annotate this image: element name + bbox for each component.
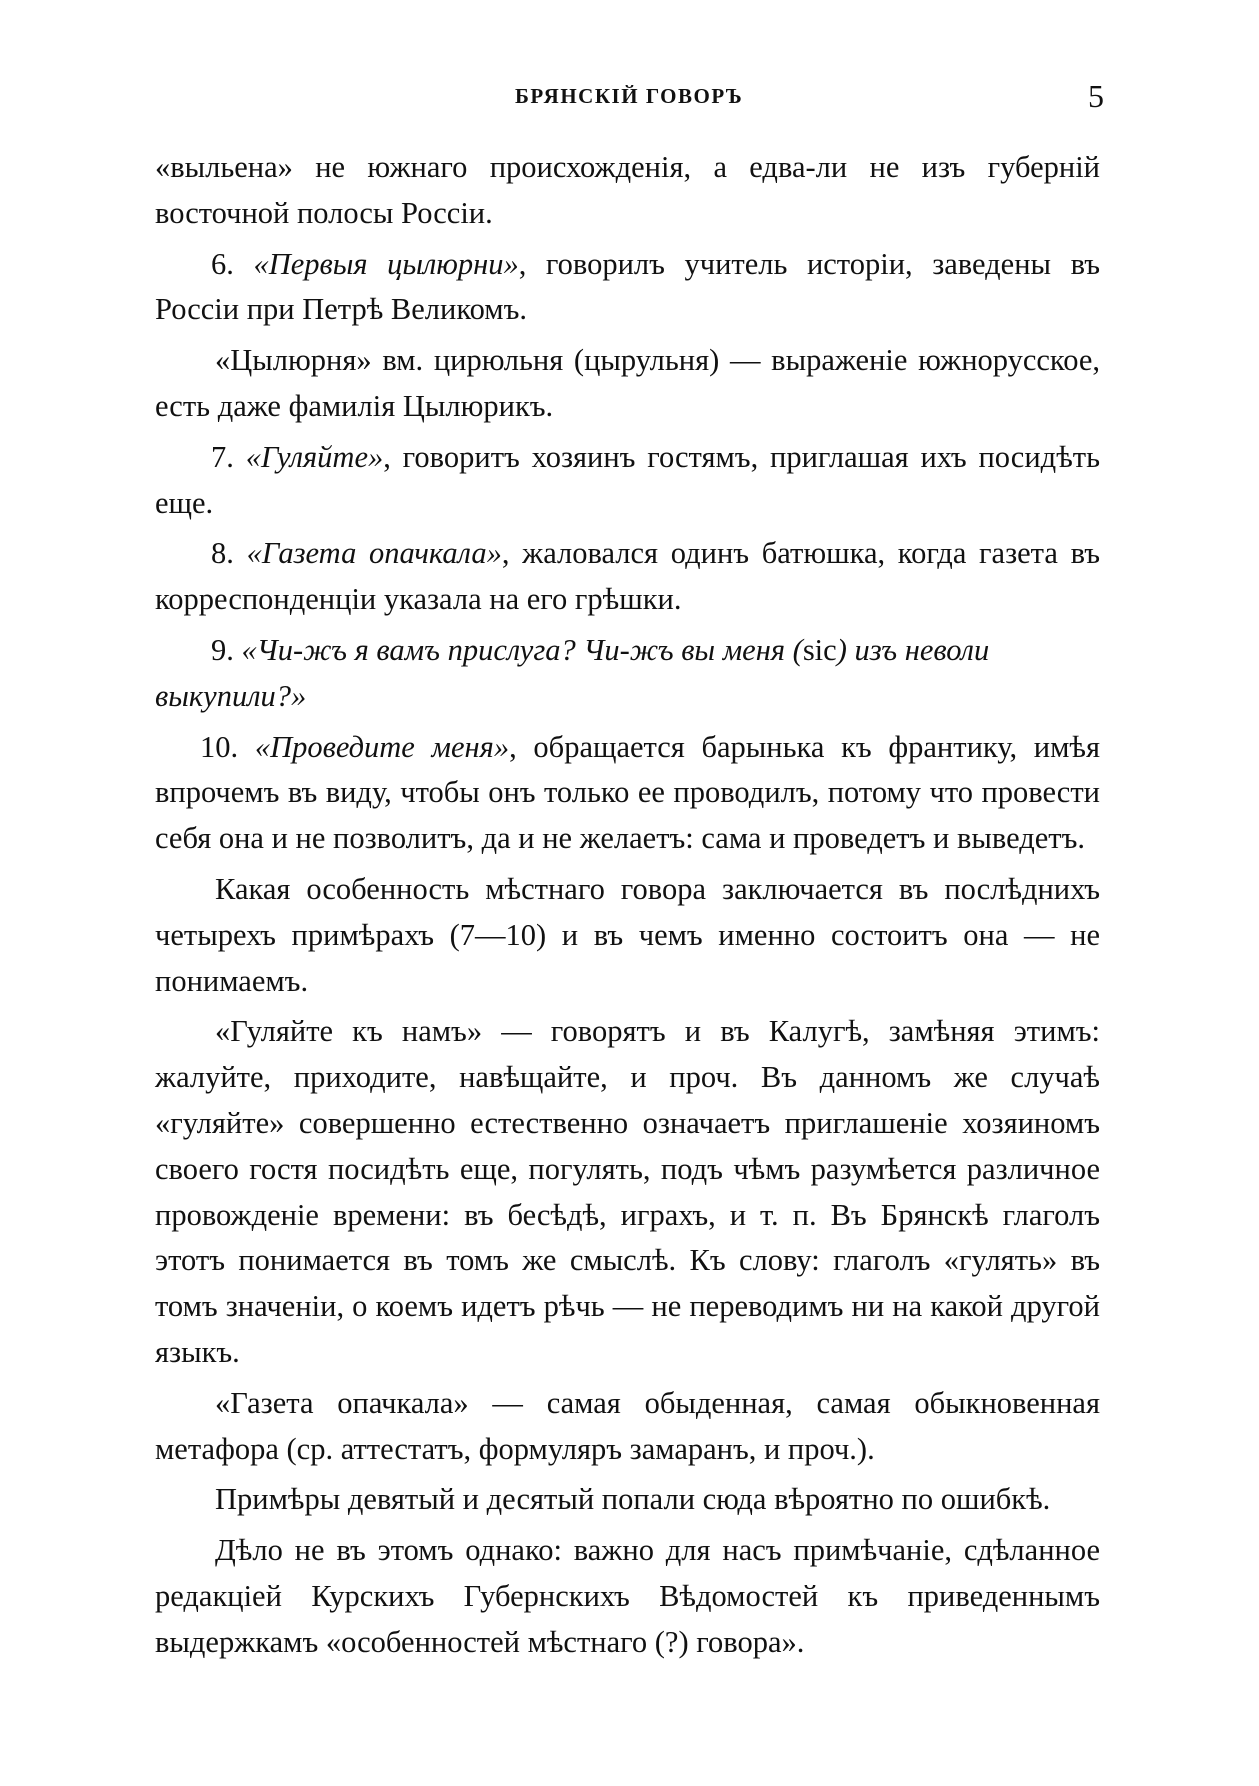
example-quote: «Газета опачкала» — [246, 536, 502, 571]
example-text: , жаловался одинъ батюшка, когда газета въ корреспонденціи указала на его грѣшки. — [155, 536, 1101, 617]
example-number: 10. — [200, 729, 239, 764]
paragraph-gazeta — [155, 1381, 1100, 1473]
example-quote-part-b: ) изъ неволи выкупили?» — [155, 632, 990, 713]
example-quote: «Гуляйте» — [245, 439, 384, 474]
example-number: 7. — [211, 439, 234, 474]
paragraph-text: Примѣры девятый и десятый попали сюда вѣроятно по ошибкѣ. — [215, 1482, 1051, 1517]
running-title: БРЯНСКІЙ ГОВОРЪ — [515, 84, 744, 108]
example-quote: «Первыя цылюрни» — [253, 246, 519, 281]
example-10 — [155, 725, 1100, 862]
example-7 — [155, 435, 1100, 527]
paragraph-text: «Цылюрня» вм. цирюльня (цырульня) — выраженіе южнорусское, есть даже фамилія Цылюрикъ. — [155, 343, 1100, 423]
example-text: , обращается барынька къ франтику, имѣя впрочемъ въ виду, чтобы онъ только ее проводилъ, потому что провести себя она и не позволитъ, да и не желаетъ: сама и проведетъ и выведетъ. — [155, 729, 1101, 856]
example-number: 8. — [211, 536, 234, 571]
paragraph-text: «Гуляйте къ намъ» — говорятъ и въ Калугѣ, замѣняя этимъ: жалуйте, приходите, навѣщайте, и проч. Въ данномъ же случаѣ «гуляйте» совершенно естественно означаетъ приглашеніе хозяиномъ своего гостя посидѣть еще, погулять, подъ чѣмъ разумѣется различное провожденіе времени: въ бесѣдѣ, играхъ, и т. п. Въ Брянскѣ глаголъ этотъ понимается въ томъ же смыслѣ. Къ слову: глаголъ «гулять» въ томъ значеніи, о коемъ идетъ рѣчь — не переводимъ ни на какой другой языкъ. — [155, 1014, 1100, 1369]
paragraph-text: Какая особенность мѣстнаго говора заключается въ послѣднихъ четырехъ примѣрахъ (7—10) и въ чемъ именно состоитъ она — не понимаемъ. — [155, 871, 1100, 998]
paragraph-primery — [155, 1477, 1100, 1523]
paragraph-text: Дѣло не въ этомъ однако: важно для насъ примѣчаніе, сдѣланное редакціей Курскихъ Губернскихъ Вѣдомостей къ приведеннымъ выдержкамъ «особенностей мѣстнаго (?) говора». — [155, 1533, 1100, 1659]
paragraph-continuation — [155, 145, 1100, 237]
page-number: 5 — [1088, 78, 1104, 114]
body-text — [155, 145, 1100, 1666]
example-text: , говорилъ учитель исторіи, заведены въ Россіи при Петрѣ Великомъ. — [155, 246, 1100, 327]
example-9 — [155, 628, 1100, 720]
paragraph-delo — [155, 1528, 1100, 1665]
paragraph-tsyliurnia — [155, 338, 1100, 430]
example-6 — [155, 242, 1100, 334]
paragraph-question — [155, 867, 1100, 1004]
example-quote-part-a: «Чи-жъ я вамъ прислуга? Чи-жъ вы меня ( — [241, 632, 803, 667]
running-head — [0, 80, 1259, 120]
example-text: , говоритъ хозяинъ гостямъ, приглашая ихъ посидѣть еще. — [155, 439, 1100, 520]
example-number: 6. — [211, 246, 234, 281]
sic-mark: sic — [802, 632, 837, 667]
paragraph-text: «выльена» не южнаго происхожденія, а едва-ли не изъ губерній восточной полосы Россіи. — [155, 150, 1100, 230]
example-8 — [155, 531, 1100, 623]
paragraph-text: «Газета опачкала» — самая обыденная, самая обыкновенная метафора (ср. аттестатъ, формуляръ замаранъ, и проч.). — [155, 1385, 1100, 1466]
example-quote: «Проведите меня» — [254, 729, 510, 764]
example-number: 9. — [211, 632, 234, 667]
paragraph-guliaite — [155, 1009, 1100, 1375]
